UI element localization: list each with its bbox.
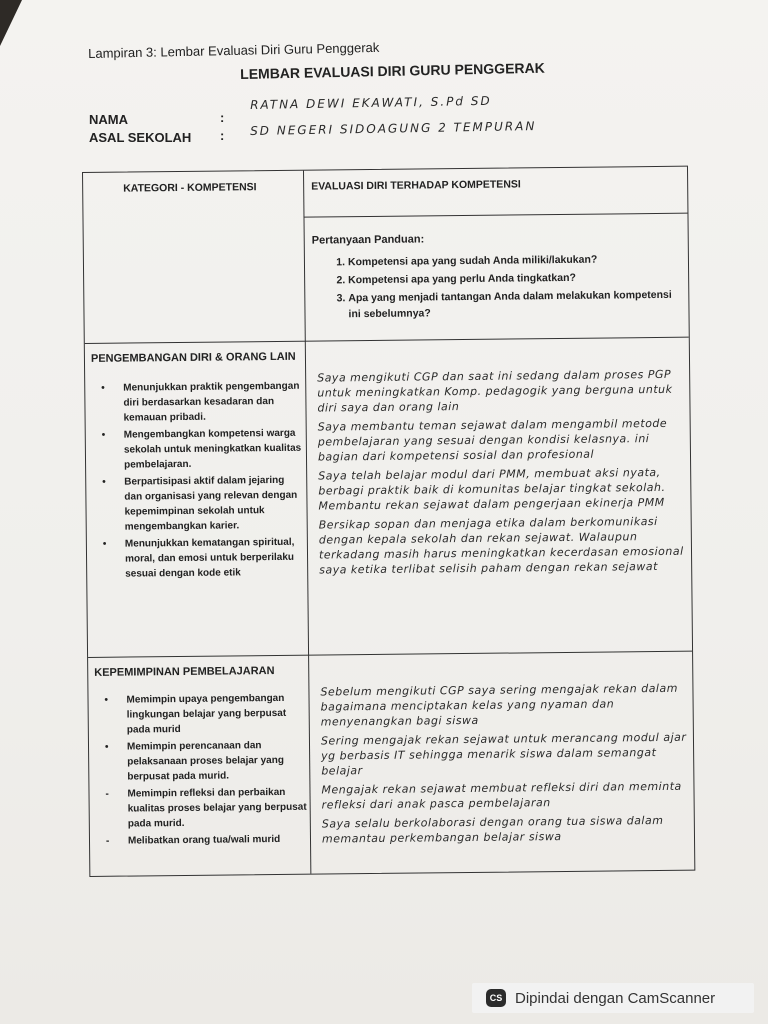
- camscanner-text: Dipindai dengan CamScanner: [515, 989, 716, 1007]
- section-title-pengembangan: PENGEMBANGAN DIRI & ORANG LAIN: [90, 350, 296, 365]
- nama-value: RATNA DEWI EKAWATI, S.Pd SD: [250, 93, 492, 112]
- nama-label: NAMA: [89, 112, 128, 127]
- list-item: • Berpartisipasi aktif dalam jejaring dan organisasi yang relevan dengan kepemimpinan sekolah untuk mengembangkan karier.: [124, 473, 305, 535]
- appendix-title: Lampiran 3: Lembar Evaluasi Diri Guru Penggerak: [88, 39, 380, 61]
- handwritten-answer: Sering mengajak rekan sejawat untuk merancang modul ajar yg berbasis IT sehingga menarik siswa dalam semangat belajar: [320, 730, 687, 778]
- list-item: • Memimpin perencanaan dan pelaksanaan proses belajar yang berpusat pada murid.: [127, 738, 307, 785]
- row-divider-2: [88, 651, 692, 658]
- list-item: - Memimpin refleksi dan perbaikan kualitas proses belajar yang berpusat pada murid.: [127, 785, 307, 832]
- handwritten-answer: Saya mengikuti CGP dan saat ini sedang dalam proses PGP untuk meningkatkan Komp. pedagogik yang berguna untuk diri saya dan orang lain: [317, 367, 673, 415]
- sekolah-colon: :: [220, 128, 225, 143]
- guide-question: 2. Kompetensi apa yang perlu Anda tingkatkan?: [348, 269, 678, 288]
- handwritten-answer: Saya selalu berkolaborasi dengan orang tua siswa dalam memantau perkembangan belajar siswa: [321, 813, 664, 846]
- main-title: LEMBAR EVALUASI DIRI GURU PENGGERAK: [240, 59, 545, 82]
- guide-questions: [312, 251, 679, 325]
- guide-question: 1. Kompetensi apa yang sudah Anda miliki/lakukan?: [348, 251, 678, 270]
- sekolah-label: ASAL SEKOLAH: [89, 130, 192, 145]
- section-items-pengembangan: [93, 379, 305, 584]
- handwritten-answer: Saya membantu teman sejawat dalam mengambil metode pembelajaran yang sesuai dengan kondisi kelasnya. ini bagian dari kompetensi sosial dan profesional: [317, 416, 668, 464]
- handwritten-answer: Saya telah belajar modul dari PMM, membuat aksi nyata, berbagi praktik baik di komunitas belajar tingkat sekolah. Membantu rekan sejawat dalam pengerjaan ekinerja PMM: [318, 465, 666, 513]
- handwritten-answer: Sebelum mengikuti CGP saya sering mengajak rekan dalam bagaimana menciptakan kelas yang nyaman dan menyenangkan bagi siswa: [320, 681, 678, 729]
- handwritten-answer: Mengajak rekan sejawat membuat refleksi diri dan meminta refleksi dari anak pasca pembelajaran: [321, 779, 682, 812]
- sekolah-value: SD NEGERI SIDOAGUNG 2 TEMPURAN: [250, 119, 537, 138]
- guide-question: 3. Apa yang menjadi tantangan Anda dalam melakukan kompetensi ini sebelumnya?: [348, 287, 678, 322]
- list-item: • Menunjukkan praktik pengembangan diri berdasarkan kesadaran dan kemauan pribadi.: [123, 379, 303, 426]
- header-divider: [303, 213, 687, 218]
- answers-kepemimpinan: [320, 681, 692, 851]
- section-title-kepemimpinan: KEPEMIMPINAN PEMBELAJARAN: [94, 665, 275, 679]
- camscanner-logo-icon: CS: [486, 989, 506, 1007]
- guide-title: Pertanyaan Panduan:: [311, 233, 425, 247]
- col1-header: KATEGORI - KOMPETENSI: [123, 181, 257, 195]
- section-items-kepemimpinan: [96, 691, 308, 851]
- list-item: • Memimpin upaya pengembangan lingkungan belajar yang berpusat pada murid: [126, 691, 306, 738]
- list-item: - Melibatkan orang tua/wali murid: [128, 832, 308, 849]
- list-item: • Menunjukkan kematangan spiritual, moral, dan emosi untuk berperilaku sesuai dengan kode etik: [125, 535, 305, 582]
- page-corner-shadow: [0, 0, 22, 46]
- row-divider-1: [85, 337, 689, 344]
- nama-colon: :: [220, 110, 225, 125]
- list-item: • Mengembangkan kompetensi warga sekolah untuk meningkatkan kualitas pembelajaran.: [124, 426, 304, 473]
- col2-header: EVALUASI DIRI TERHADAP KOMPETENSI: [311, 178, 521, 193]
- answers-pengembangan: [317, 367, 689, 582]
- camscanner-watermark: [472, 983, 754, 1013]
- handwritten-answer: Bersikap sopan dan menjaga etika dalam berkomunikasi dengan kepala sekolah dan rekan sejawat. Walaupun terkadang masih harus meningkatkan kecerdasan emosional saya ketika terlibat selisih paham dengan rekan sejawat: [318, 514, 684, 577]
- evaluation-table: [82, 166, 695, 877]
